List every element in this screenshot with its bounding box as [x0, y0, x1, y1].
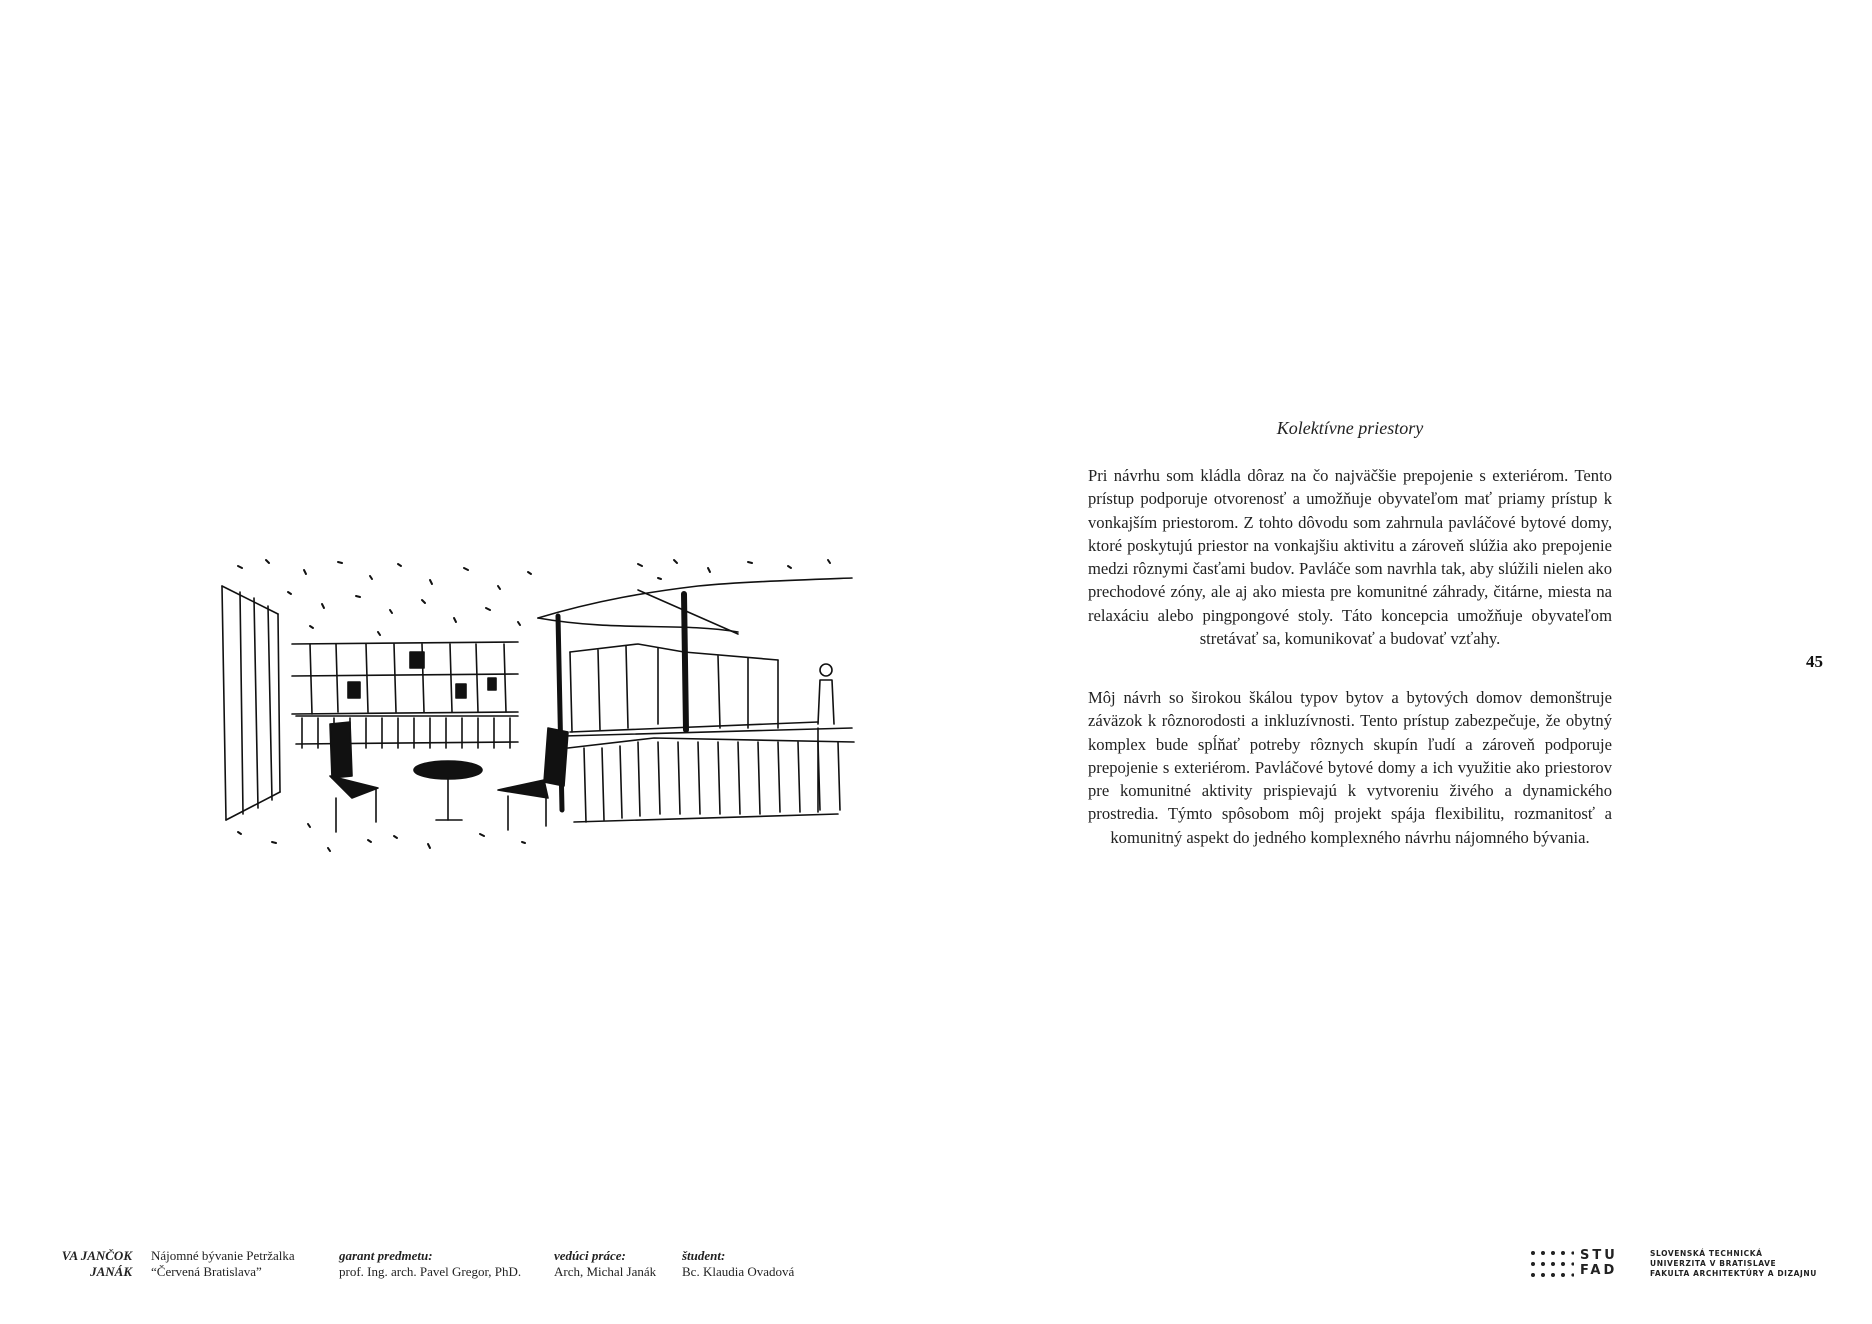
studio-line-2: JANÁK [90, 1264, 132, 1279]
foliage-speckles [238, 560, 830, 851]
paragraph-2: Môj návrh so širokou škálou typov bytov a bytových domov demonštruje záväzok k rôznorodosti a inkluzívnosti. Tento prístup zabezpečuje, že obytný komplex bude spĺňať potreby rôznych skupín ľudí a zároveň podporuje prepojenie s exteriérom. Pavláčové bytové domy a ich využitie ako priestorov pre komunitné aktivity prispievajú k vytvoreniu živého a dynamického prostredia. Týmto spôsobom môj projekt spája flexibilitu, rozmanitosť a komunitný aspekt do jedného komplexného návrhu nájomného bývania. [1088, 688, 1612, 847]
student-value: Bc. Klaudia Ovadová [682, 1264, 795, 1279]
column-sketch-2 [684, 594, 686, 730]
railing-sketch [564, 728, 854, 822]
logo-mark-text [1580, 1248, 1618, 1278]
project-line-1: Nájomné bývanie Petržalka [151, 1248, 295, 1263]
logo-uni-line-3: FAKULTA ARCHITEKTÚRY A DIZAJNU [1650, 1269, 1817, 1278]
studio-names [40, 1248, 132, 1280]
garant-block [339, 1248, 549, 1280]
garant-label: garant predmetu: [339, 1248, 433, 1263]
logo-uni-line-1: SLOVENSKÁ TECHNICKÁ [1650, 1249, 1763, 1258]
paragraph-1: Pri návrhu som kládla dôraz na čo najväčšie prepojenie s exteriérom. Tento prístup podporuje otvorenosť a umožňuje obyvateľom mať priamy prístup k vonkajším priestorom. Z tohto dôvodu som zahrnula pavláčové bytové domy, ktoré poskytujú priestor na vonkajšiu aktivitu a zároveň slúžia ako prepojenie medzi rôznymi časťami budov. Pavláče som navrhla tak, aby slúžili nielen ako prechodové zóny, ale aj ako miesta pre komunitné záhrady, čitárne, miesta na relaxáciu alebo pingpongové stoly. Táto koncepcia umožňuje obyvateľom stretávať sa, komunikovať a budovať vzťahy. [1088, 466, 1612, 649]
logo-dots-icon [1530, 1250, 1574, 1278]
garant-value: prof. Ing. arch. Pavel Gregor, PhD. [339, 1264, 522, 1279]
section-heading: Kolektívne priestory [1276, 418, 1424, 438]
studio-line-1: VA JANČOK [61, 1248, 132, 1263]
supervisor-block [554, 1248, 684, 1280]
logo-university-text [1650, 1249, 1817, 1279]
student-block [682, 1248, 822, 1280]
canopy-sketch [538, 578, 852, 634]
supervisor-label: vedúci práce: [554, 1248, 626, 1263]
person-sketch [818, 664, 834, 724]
logo-mark-line-2: FAD [1580, 1263, 1618, 1278]
project-line-2: “Červená Bratislava” [151, 1264, 262, 1279]
courtyard-sketch [218, 552, 858, 852]
stu-fad-logo [1530, 1248, 1840, 1280]
project-title [151, 1248, 321, 1280]
supervisor-value: Arch, Michal Janák [554, 1264, 657, 1279]
page-number: 45 [1806, 652, 1823, 671]
logo-uni-line-2: UNIVERZITA V BRATISLAVE [1650, 1259, 1777, 1268]
logo-mark-line-1: STU [1580, 1248, 1618, 1263]
back-building-sketch [292, 642, 518, 748]
right-building-sketch [570, 644, 818, 812]
student-label: študent: [682, 1248, 726, 1263]
left-wall-sketch [222, 586, 280, 820]
